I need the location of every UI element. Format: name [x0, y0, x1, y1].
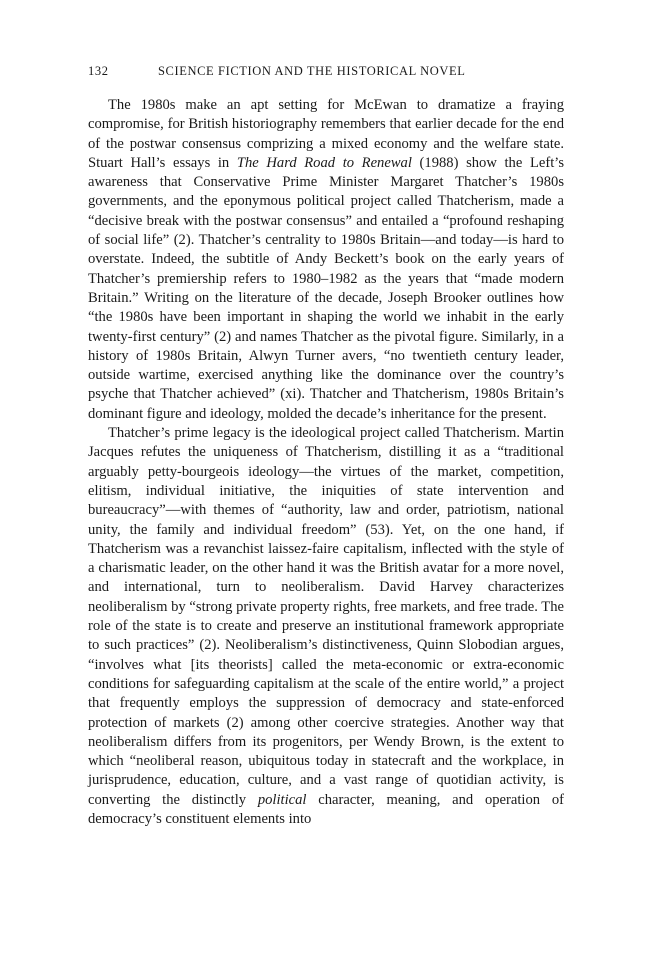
book-title-italic: The Hard Road to Renewal: [236, 154, 412, 171]
paragraph-1-text-1: The 1980s make an apt setting for McEwan to dramatize a fraying compromise, for British historiography remembers that earlier decade for the end of the postwar consensus comprizing a mixed economy and the welfare state. Stuart Hall’s essays in: [88, 97, 564, 171]
emphasis-italic: political: [257, 791, 307, 808]
paragraph-1: [88, 96, 564, 424]
book-page: [88, 64, 564, 829]
running-title: SCIENCE FICTION AND THE HISTORICAL NOVEL: [158, 64, 466, 78]
page-number: 132: [88, 64, 109, 78]
running-head: [88, 64, 564, 86]
paragraph-2-text-2: character, meaning, and operation of democracy’s constituent elements into: [88, 791, 564, 827]
paragraph-2: [88, 424, 564, 829]
body-text: [88, 96, 564, 829]
paragraph-2-text-1: Thatcher’s prime legacy is the ideological project called Thatcherism. Martin Jacques refutes the uniqueness of Thatcherism, distilling it as a “traditional arguably petty-bourgeois ideology—the virtues of the market, competition, elitism, individual initiative, the iniquities of state intervention and bureaucracy”—with themes of “authority, law and order, patriotism, national unity, the family and individual freedom” (53). Yet, on the one hand, if Thatcherism was a revanchist laissez-faire capitalism, inflected with the style of a charismatic leader, on the other hand it was the British avatar for a more novel, and international, turn to neoliberalism. David Harvey characterizes neoliberalism by “strong private property rights, free markets, and free trade. The role of the state is to create and preserve an institutional framework appropriate to such practices” (2). Neoliberalism’s distinctiveness, Quinn Slobodian argues, “involves what [its theorists] called the meta-economic or extra-economic conditions for safeguarding capitalism at the scale of the entire world,” a project that frequently employs the suppression of democracy and state-enforced protection of markets (2) among other coercive strategies. Another way that neoliberalism differs from its progenitors, per Wendy Brown, is the extent to which “neoliberal reason, ubiquitous today in statecraft and the workplace, in jurisprudence, education, culture, and a vast range of quotidian activity, is converting the distinctly: [88, 425, 564, 808]
paragraph-1-text-2: (1988) show the Left’s awareness that Conservative Prime Minister Margaret Thatcher’s 1980s governments, and the eponymous political project called Thatcherism, made a “decisive break with the postwar consensus” and entailed a “profound reshaping of social life” (2). Thatcher’s centrality to 1980s Britain—and today—is hard to overstate. Indeed, the subtitle of Andy Beckett’s book on the early years of Thatcher’s premiership refers to 1980–1982 as the years that “made modern Britain.” Writing on the literature of the decade, Joseph Brooker outlines how “the 1980s have been important in shaping the world we inhabit in the early twenty-first century” (2) and names Thatcher as the pivotal figure. Similarly, in a history of 1980s Britain, Alwyn Turner avers, “no twentieth century leader, outside wartime, exercised anything like the dominance over the country’s psyche that Thatcher achieved” (xi). Thatcher and Thatcherism, 1980s Britain’s dominant figure and ideology, molded the decade’s inheritance for the present.: [88, 154, 564, 422]
